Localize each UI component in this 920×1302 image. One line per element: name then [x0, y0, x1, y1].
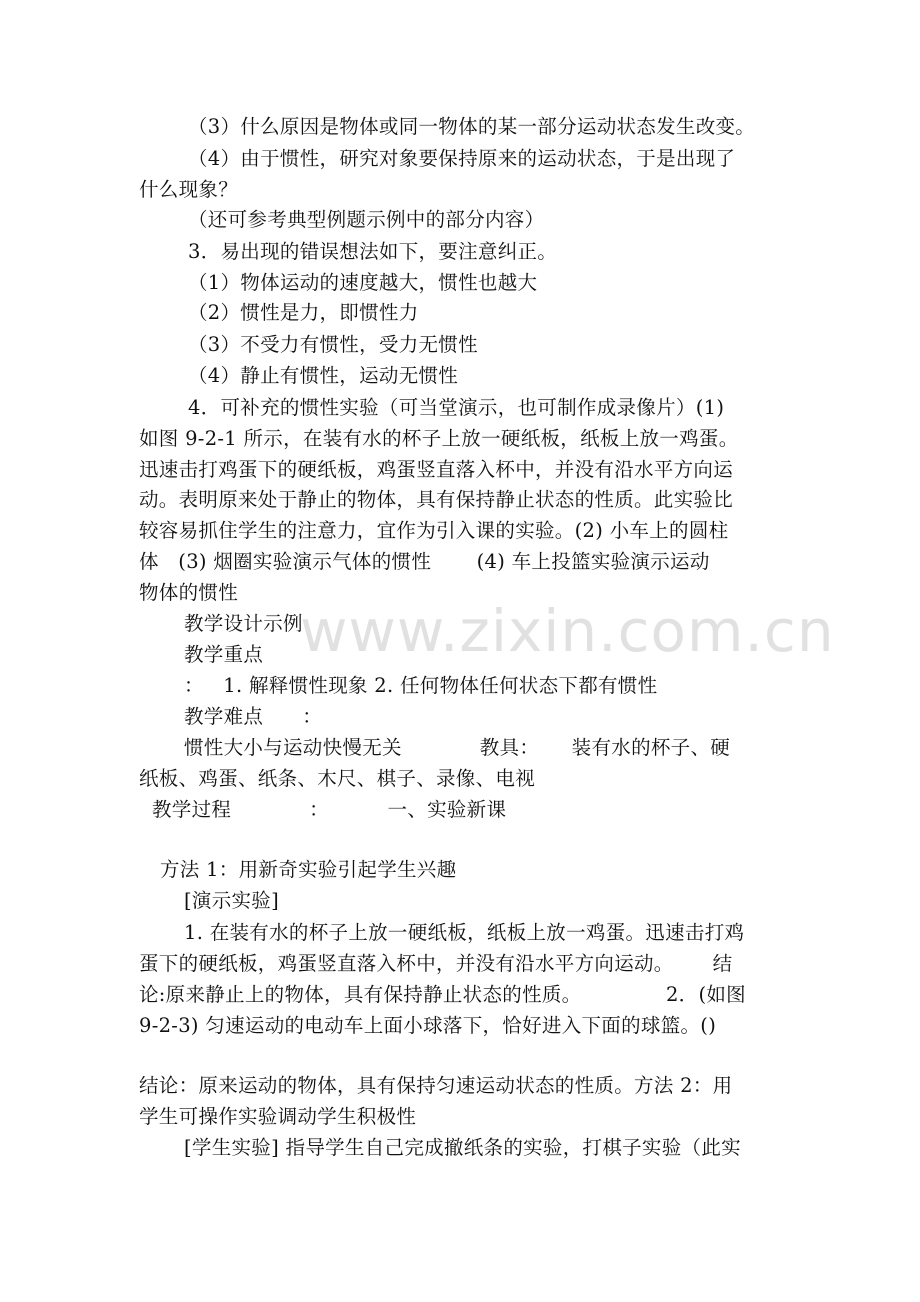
watermark-text: www.zixin.com.cn: [300, 597, 835, 665]
text-line-11: 如图 9-2-1 所示，在装有水的杯子上放一硬纸板，纸板上放一鸡蛋。: [139, 427, 739, 450]
text-line-15: 体 (3) 烟圈实验演示气体的惯性 (4) 车上投篮实验演示运动: [139, 550, 710, 573]
section-heading-design-example: 教学设计示例: [184, 612, 303, 635]
text-line-16: 物体的惯性: [139, 581, 239, 604]
text-line-22: 纸板、鸡蛋、纸条、木尺、棋子、录像、电视: [139, 767, 536, 790]
text-line-28: 论:原来静止上的物体，具有保持静止状态的性质。 2．(如图: [139, 983, 746, 1006]
text-line-6: （1）物体运动的速度越大，惯性也越大: [188, 271, 538, 294]
text-line-31: 学生可操作实验调动学生积极性: [139, 1105, 417, 1128]
text-line-5: 3．易出现的错误想法如下，要注意纠正。: [188, 240, 558, 263]
text-line-8: （3）不受力有惯性，受力无惯性: [188, 333, 478, 356]
text-line-10: 4．可补充的惯性实验（可当堂演示，也可制作成录像片）(1): [188, 396, 725, 419]
text-line-27: 蛋下的硬纸板，鸡蛋竖直落入杯中，并没有沿水平方向运动。 结: [139, 952, 733, 975]
text-line-7: （2）惯性是力，即惯性力: [188, 301, 419, 324]
section-heading-difficulties: 教学难点 ：: [184, 705, 322, 728]
text-line-13: 动。表明原来处于静止的物体，具有保持静止状态的性质。此实验比: [139, 488, 734, 511]
text-line-2: （4）由于惯性，研究对象要保持原来的运动状态，于是出现了: [188, 147, 736, 170]
text-line-24: 方法 1：用新奇实验引起学生兴趣: [160, 858, 457, 881]
text-line-29: 9-2-3) 匀速运动的电动车上面小球落下，恰好进入下面的球篮。(): [139, 1014, 717, 1037]
text-line-32: [学生实验] 指导学生自己完成撤纸条的实验，打棋子实验（此实: [184, 1136, 741, 1159]
text-line-3: 什么现象？: [139, 178, 239, 201]
text-line-25: [演示实验]: [184, 889, 280, 912]
text-line-1: （3）什么原因是物体或同一物体的某一部分运动状态发生改变。: [188, 115, 756, 138]
text-line-21: 惯性大小与运动快慢无关 教具： 装有水的杯子、硬: [184, 736, 731, 759]
text-line-12: 迅速击打鸡蛋下的硬纸板，鸡蛋竖直落入杯中，并没有沿水平方向运: [139, 458, 734, 481]
text-line-26: 1. 在装有水的杯子上放一硬纸板，纸板上放一鸡蛋。迅速击打鸡: [184, 921, 745, 944]
section-heading-key-points: 教学重点: [184, 643, 264, 666]
text-line-4: （还可参考典型例题示例中的部分内容）: [188, 208, 545, 231]
text-line-30: 结论：原来运动的物体，具有保持匀速运动状态的性质。方法 2：用: [139, 1074, 733, 1097]
text-line-9: （4）静止有惯性，运动无惯性: [188, 364, 459, 387]
text-line-14: 较容易抓住学生的注意力，宜作为引入课的实验。(2) 小车上的圆柱: [139, 519, 729, 542]
text-line-19: ： 1. 解释惯性现象 2. 任何物体任何状态下都有惯性: [184, 674, 658, 697]
section-heading-process: 教学过程 ： 一、实验新课: [152, 798, 507, 821]
